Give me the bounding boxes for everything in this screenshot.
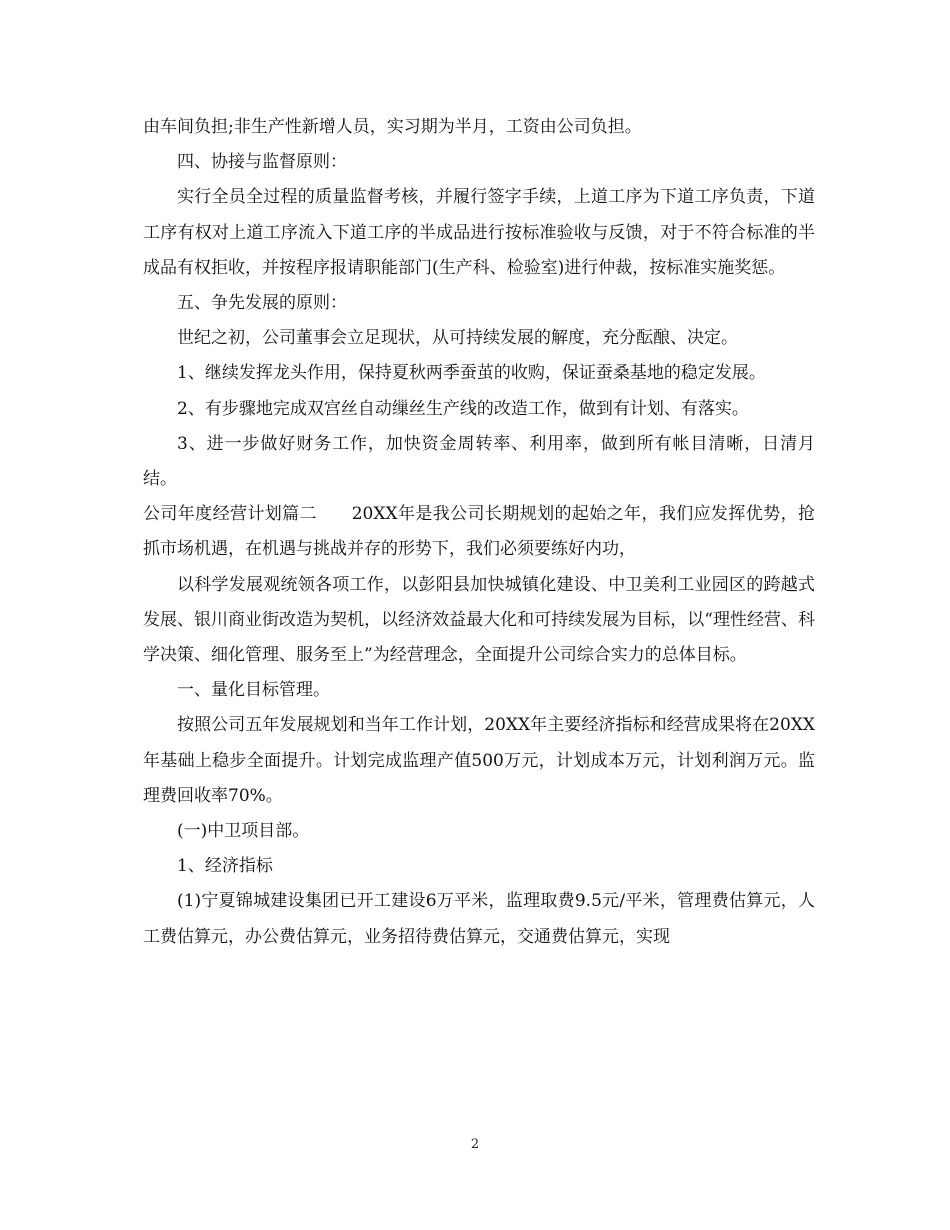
- paragraph: 实行全员全过程的质量监督考核，并履行签字手续，上道工序为下道工序负责，下道工序有权对上道工序流入下道工序的半成品进行按标准验收与反馈，对于不符合标准的半成品有权拒收，并按程序报请职能部门(生产科、检验室)进行仲裁，按标准实施奖惩。: [143, 187, 815, 278]
- paragraph: 按照公司五年发展规划和当年工作计划，20XX年主要经济指标和经营成果将在20XX年基础上稳步全面提升。计划完成监理产值500万元，计划成本万元，计划利润万元。监理费回收率70%。: [143, 715, 815, 806]
- paragraph: 以科学发展观统领各项工作，以彭阳县加快城镇化建设、中卫美利工业园区的跨越式发展、银川商业街改造为契机，以经济效益最大化和可持续发展为目标，以“理性经营、科学决策、细化管理、服务至上”为经营理念，全面提升公司综合实力的总体目标。: [143, 574, 815, 666]
- paragraph: 四、协接与监督原则：: [177, 152, 347, 173]
- page-number: 2: [470, 1137, 480, 1152]
- paragraph: (1)宁夏锦城建设集团已开工建设6万平米，监理取费9.5元/平米，管理费估算元，人工费估算元，办公费估算元，业务招待费估算元，交通费估算元，实现: [143, 891, 815, 947]
- body-text: [143, 110, 815, 955]
- paragraph: (一)中卫项目部。: [177, 821, 310, 842]
- paragraph: 世纪之初，公司董事会立足现状，从可持续发展的解度，充分酝酿、决定。: [177, 328, 738, 349]
- paragraph: 1、经济指标: [177, 856, 273, 877]
- paragraph: 3、进一步做好财务工作，加快资金周转率、利用率，做到所有帐目清晰，日清月结。: [143, 433, 815, 490]
- paragraph: 1、继续发挥龙头作用，保持夏秋两季蚕茧的收购，保证蚕桑基地的稳定发展。: [177, 363, 766, 384]
- paragraph: 由车间负担;非生产性新增人员，实习期为半月，工资由公司负担。: [143, 117, 642, 137]
- paragraph: 五、争先发展的原则：: [177, 293, 347, 314]
- paragraph: 一、量化目标管理。: [177, 680, 330, 701]
- paragraph: 2、有步骤地完成双宫丝自动缫丝生产线的改造工作，做到有计划、有落实。: [177, 398, 749, 419]
- paragraph: 公司年度经营计划篇二 20XX年是我公司长期规划的起始之年，我们应发挥优势，抢抓市场机遇，在机遇与挑战并存的形势下，我们必须要练好内功，: [143, 504, 815, 560]
